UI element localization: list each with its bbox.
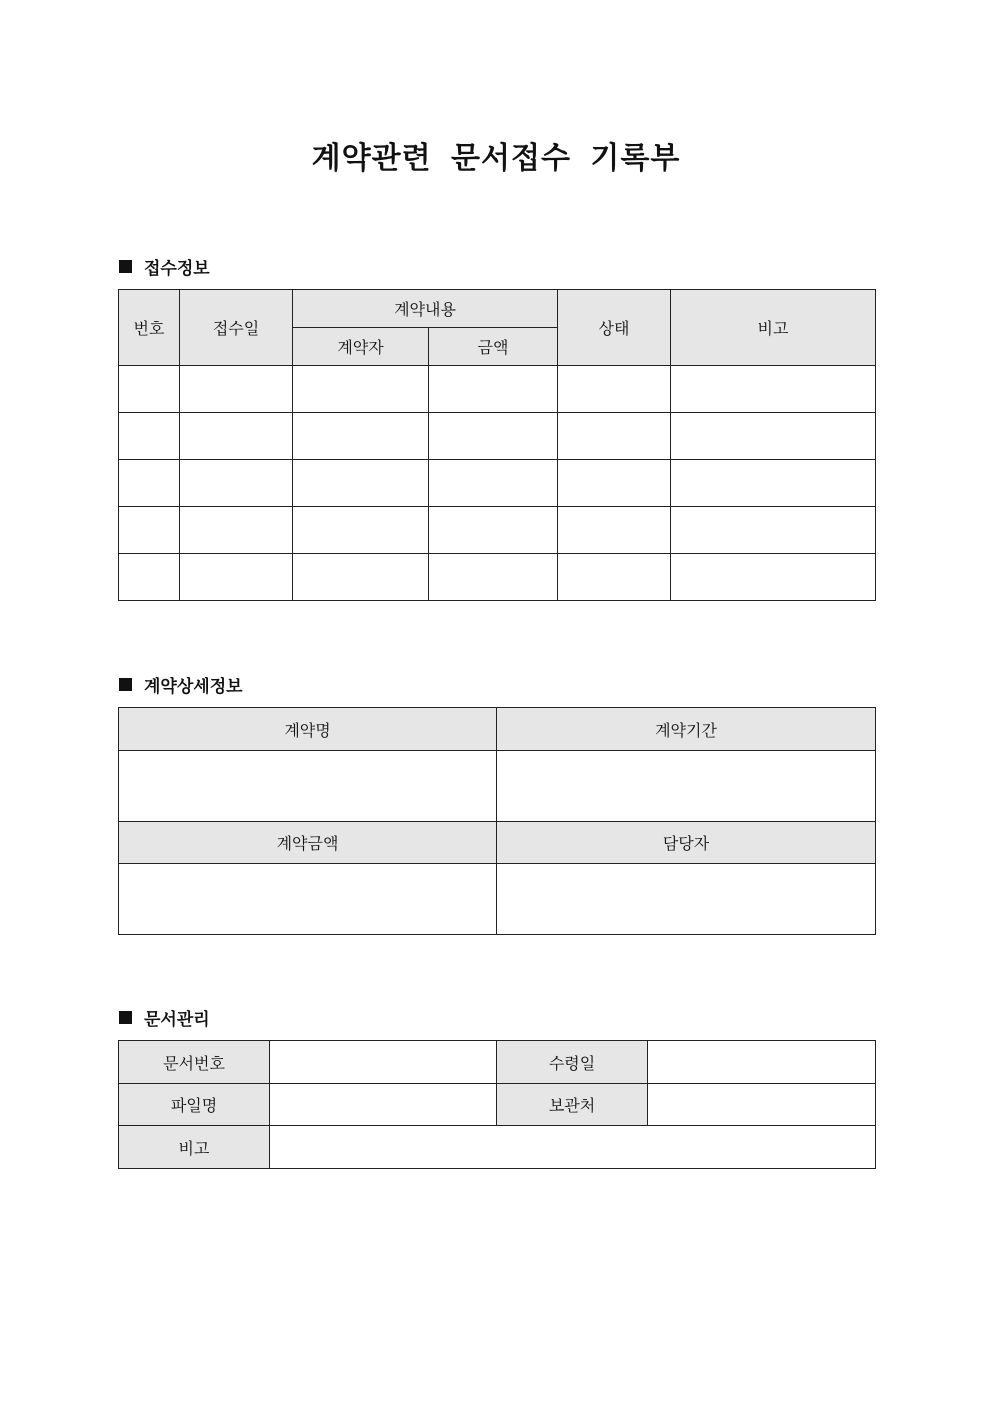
cell-contractor[interactable] (293, 413, 429, 460)
cell-status[interactable] (558, 554, 671, 601)
cell-remarks[interactable] (671, 460, 876, 507)
field-doc-number[interactable] (270, 1041, 497, 1084)
square-bullet-icon (119, 1011, 132, 1024)
section-heading-label: 문서관리 (144, 1010, 210, 1030)
cell-remarks[interactable] (671, 413, 876, 460)
field-storage[interactable] (648, 1084, 876, 1126)
header-amount: 금액 (429, 328, 558, 366)
header-status: 상태 (558, 290, 671, 366)
header-contract-name: 계약명 (119, 708, 497, 751)
label-receive-date: 수령일 (497, 1041, 648, 1084)
page-title: 계약관련 문서접수 기록부 (311, 141, 681, 176)
header-contract-amount: 계약금액 (119, 822, 497, 864)
field-remarks[interactable] (270, 1126, 876, 1169)
cell-number[interactable] (119, 460, 180, 507)
cell-receipt-date[interactable] (180, 366, 293, 413)
label-file-name: 파일명 (119, 1084, 270, 1126)
cell-contractor[interactable] (293, 554, 429, 601)
field-contract-period[interactable] (497, 751, 876, 822)
header-contract-content: 계약내용 (293, 290, 558, 328)
label-remarks: 비고 (119, 1126, 270, 1169)
header-number: 번호 (119, 290, 180, 366)
table-row (119, 366, 876, 413)
cell-status[interactable] (558, 413, 671, 460)
cell-receipt-date[interactable] (180, 507, 293, 554)
label-doc-number: 문서번호 (119, 1041, 270, 1084)
cell-remarks[interactable] (671, 507, 876, 554)
table-row (119, 460, 876, 507)
cell-amount[interactable] (429, 507, 558, 554)
cell-number[interactable] (119, 507, 180, 554)
header-contractor: 계약자 (293, 328, 429, 366)
table-row (119, 507, 876, 554)
header-receipt-date: 접수일 (180, 290, 293, 366)
cell-number[interactable] (119, 366, 180, 413)
section-heading-contract-details (119, 672, 243, 697)
cell-receipt-date[interactable] (180, 554, 293, 601)
field-contract-name[interactable] (119, 751, 497, 822)
cell-contractor[interactable] (293, 507, 429, 554)
section-heading-label: 접수정보 (144, 259, 210, 279)
cell-status[interactable] (558, 460, 671, 507)
header-contract-period: 계약기간 (497, 708, 876, 751)
table-row (119, 554, 876, 601)
field-receive-date[interactable] (648, 1041, 876, 1084)
section-heading-document-management (119, 1005, 210, 1030)
contract-details-table (118, 707, 876, 935)
cell-status[interactable] (558, 366, 671, 413)
cell-contractor[interactable] (293, 460, 429, 507)
section-heading-label: 계약상세정보 (144, 677, 243, 697)
field-manager[interactable] (497, 864, 876, 935)
receipt-info-table (118, 289, 876, 601)
cell-remarks[interactable] (671, 366, 876, 413)
cell-receipt-date[interactable] (180, 460, 293, 507)
cell-contractor[interactable] (293, 366, 429, 413)
field-file-name[interactable] (270, 1084, 497, 1126)
section-heading-receipt-info (119, 254, 210, 279)
square-bullet-icon (119, 260, 132, 273)
cell-amount[interactable] (429, 366, 558, 413)
cell-receipt-date[interactable] (180, 413, 293, 460)
cell-amount[interactable] (429, 554, 558, 601)
table-row (119, 413, 876, 460)
cell-number[interactable] (119, 554, 180, 601)
field-contract-amount[interactable] (119, 864, 497, 935)
cell-remarks[interactable] (671, 554, 876, 601)
square-bullet-icon (119, 678, 132, 691)
cell-number[interactable] (119, 413, 180, 460)
cell-status[interactable] (558, 507, 671, 554)
cell-amount[interactable] (429, 460, 558, 507)
document-management-table (118, 1040, 876, 1169)
header-manager: 담당자 (497, 822, 876, 864)
cell-amount[interactable] (429, 413, 558, 460)
label-storage: 보관처 (497, 1084, 648, 1126)
header-remarks: 비고 (671, 290, 876, 366)
